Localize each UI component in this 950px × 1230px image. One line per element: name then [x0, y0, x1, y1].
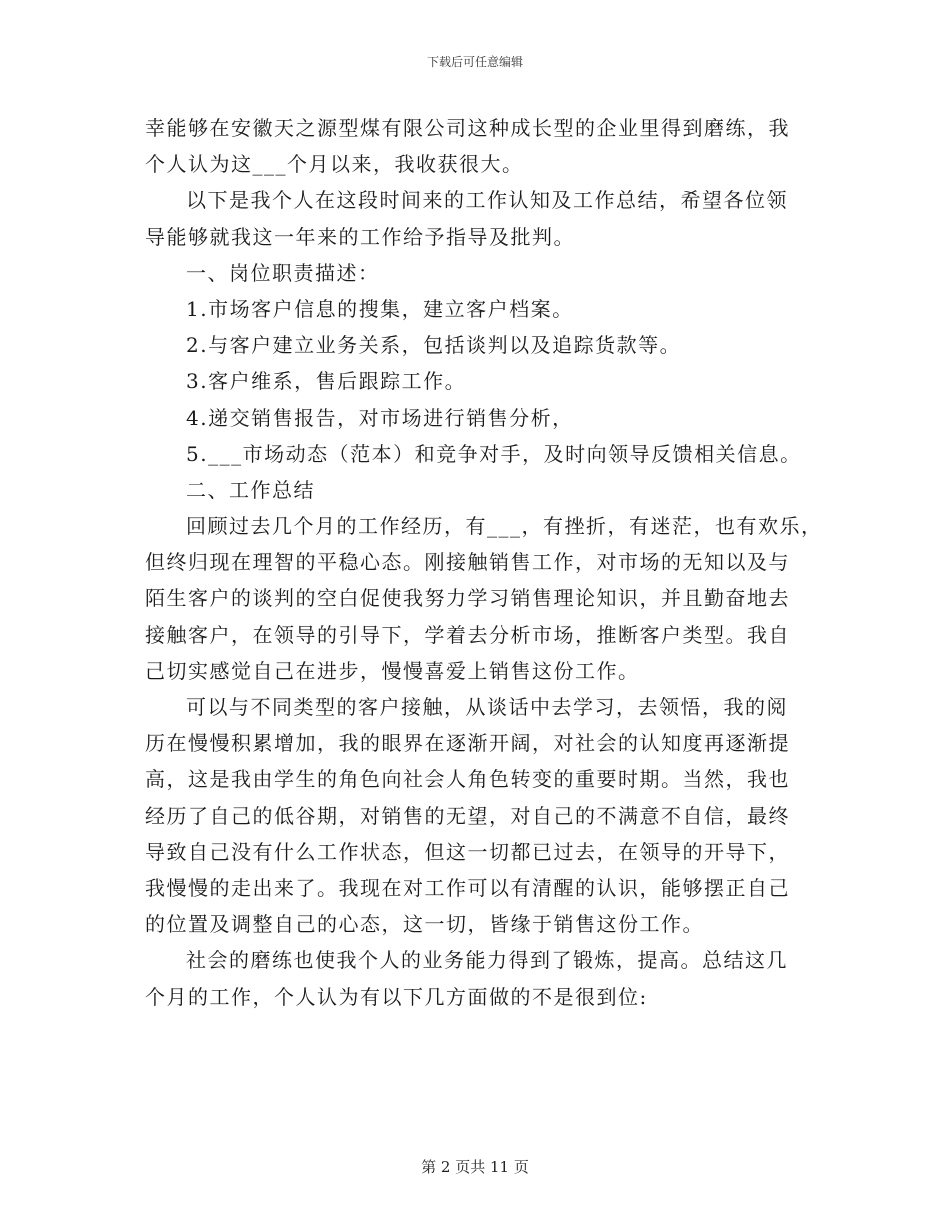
text-line: 幸能够在安徽天之源型煤有限公司这种成长型的企业里得到磨练，我	[145, 116, 790, 140]
text-line: 的位置及调整自己的心态，这一切，皆缘于销售这份工作。	[145, 912, 704, 937]
list-item: 3.客户维系，售后跟踪工作。	[186, 369, 467, 394]
text-line: 陌生客户的谈判的空白促使我努力学习销售理论知识，并且勤奋地去	[145, 586, 790, 611]
header-note: 下载后可任意编辑	[426, 55, 523, 69]
text-line: 个月的工作，个人认为有以下几方面做的不是很到位:	[145, 984, 648, 1009]
text-line: 高，这是我由学生的角色向社会人角色转变的重要时期。当然，我也	[145, 767, 790, 792]
document-body	[145, 110, 835, 1015]
text-line: 接触客户，在领导的引导下，学着去分析市场，推断客户类型。我自	[145, 622, 790, 647]
text-line: 经历了自己的低谷期，对销售的无望，对自己的不满意不自信，最终	[145, 803, 790, 828]
section-heading: 一、岗位职责描述：	[186, 260, 380, 285]
text-line: 个人认为这___个月以来，我收获很大。	[145, 152, 524, 177]
page-number: 第 2 页共 11 页	[421, 1158, 529, 1176]
text-line: 社会的磨练也使我个人的业务能力得到了锻炼，提高。总结这几	[186, 948, 788, 973]
section-heading: 二、工作总结	[186, 477, 315, 502]
list-item: 2.与客户建立业务关系，包括谈判以及追踪货款等。	[186, 333, 682, 358]
list-item: 5.___市场动态（范本）和竞争对手，及时向领导反馈相关信息。	[186, 441, 802, 466]
list-item: 1.市场客户信息的搜集，建立客户档案。	[186, 296, 574, 321]
text-line: 我慢慢的走出来了。我现在对工作可以有清醒的认识，能够摆正自己	[145, 875, 790, 900]
text-line: 可以与不同类型的客户接触，从谈话中去学习，去领悟，我的阅	[186, 695, 788, 719]
text-line: 历在慢慢积累增加，我的眼界在逐渐开阔，对社会的认知度再逐渐提	[145, 731, 790, 756]
text-line: 导能够就我这一年来的工作给予指导及批判。	[145, 224, 575, 249]
text-line: 以下是我个人在这段时间来的工作认知及工作总结，希望各位领	[186, 188, 788, 213]
text-line: 导致自己没有什么工作状态，但这一切都已过去，在领导的开导下，	[145, 839, 790, 864]
text-line: 但终归现在理智的平稳心态。刚接触销售工作，对市场的无知以及与	[145, 550, 790, 575]
text-line: 回顾过去几个月的工作经历，有___，有挫折，有迷茫，也有欢乐，	[186, 514, 823, 539]
list-item: 4.递交销售报告，对市场进行销售分析，	[186, 405, 574, 430]
text-line: 己切实感觉自己在进步，慢慢喜爱上销售这份工作。	[145, 658, 640, 683]
